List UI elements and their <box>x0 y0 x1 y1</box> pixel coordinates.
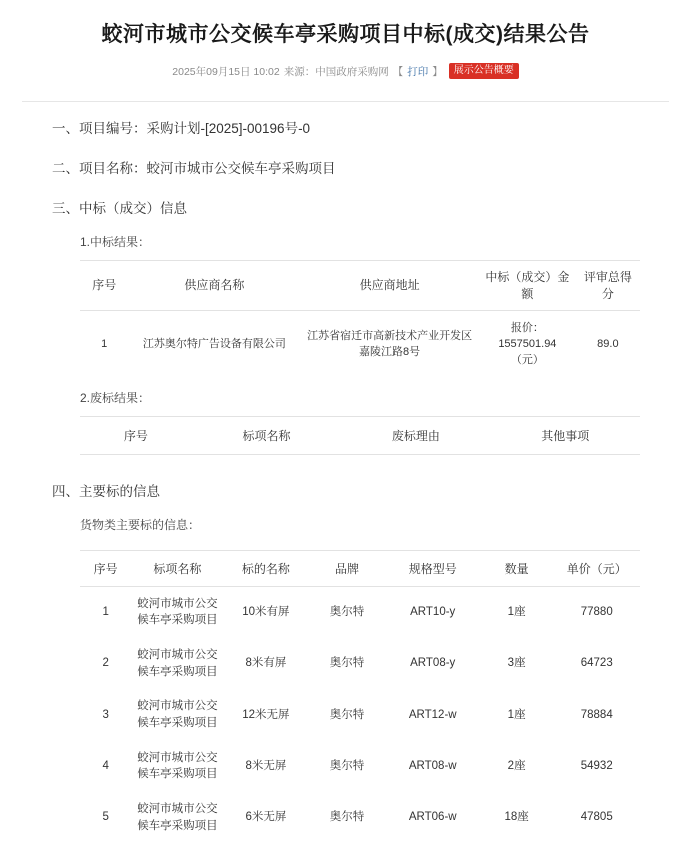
goods-cell-model: ART08-y <box>410 657 456 670</box>
table-row <box>80 689 640 740</box>
table-row <box>80 586 640 638</box>
goods-cell-brand: 奥尔特 <box>329 708 365 721</box>
goods-col-qty: 数量 <box>480 550 554 586</box>
table-row <box>80 638 640 689</box>
meta-row <box>30 63 661 79</box>
section-main-targets-wrap <box>34 481 657 844</box>
goods-cell-price: 47805 <box>580 811 613 824</box>
goods-cell-price: 64723 <box>580 657 613 670</box>
goods-col-brand: 品牌 <box>308 550 385 586</box>
goods-cell-model: ART10-y <box>410 605 456 618</box>
goods-cell-qty: 1座 <box>507 605 526 618</box>
goods-cell-seq: 5 <box>102 811 109 824</box>
goods-cell-price: 78884 <box>580 708 613 721</box>
goods-cell-model: ART06-w <box>408 811 457 824</box>
page-header <box>0 0 691 89</box>
goods-col-price: 单价（元） <box>553 550 640 586</box>
goods-cell-target: 8米无屏 <box>245 759 287 772</box>
goods-cell-brand: 奥尔特 <box>329 759 365 772</box>
goods-cell-bidname: 蛟河市城市公交候车亭采购项目 <box>137 700 218 729</box>
goods-cell-target: 6米无屏 <box>245 811 287 824</box>
page-title: 蛟河市城市公交候车亭采购项目中标(成交)结果公告 <box>101 23 590 46</box>
goods-cell-seq: 2 <box>102 657 109 670</box>
goods-cell-seq: 1 <box>102 605 109 618</box>
goods-cell-target: 12米无屏 <box>242 708 290 721</box>
goods-col-model: 规格型号 <box>386 550 480 586</box>
bid-cell-address[interactable]: 江苏省宿迁市高新技术产业开发区嘉陵江路8号 <box>307 329 473 358</box>
fail-col-reason: 废标理由 <box>341 416 490 454</box>
goods-cell-brand: 奥尔特 <box>329 657 365 670</box>
table-row <box>80 792 640 843</box>
goods-cell-seq: 4 <box>102 759 109 772</box>
bid-cell-amount: 报价：1557501.94（元） <box>498 321 557 366</box>
announcement-body <box>0 102 691 863</box>
goods-cell-bidname: 蛟河市城市公交候车亭采购项目 <box>137 802 218 832</box>
bid-col-amount: 中标（成交）金额 <box>479 261 576 310</box>
goods-cell-bidname: 蛟河市城市公交候车亭采购项目 <box>137 597 218 627</box>
subsection-bid-result: 1.中标结果： <box>80 235 151 250</box>
table-row <box>80 310 640 378</box>
goods-cell-price: 54932 <box>580 759 613 772</box>
goods-cell-brand: 奥尔特 <box>329 811 365 824</box>
subsection-goods-info: 货物类主要标的信息： <box>80 518 201 533</box>
print-bracket-right: 】 <box>432 65 443 78</box>
goods-cell-qty: 18座 <box>504 811 529 824</box>
table-header-row <box>80 550 640 586</box>
goods-cell-seq: 3 <box>102 708 109 721</box>
bid-col-score: 评审总得分 <box>576 261 640 310</box>
bid-result-table <box>80 260 640 378</box>
table-header-row <box>80 416 640 454</box>
section-project-name: 二、项目名称：蛟河市城市公交候车亭采购项目 <box>52 160 336 176</box>
fail-col-bidname: 标项名称 <box>192 416 341 454</box>
goods-cell-target: 8米有屏 <box>245 657 287 670</box>
bid-col-supplier: 供应商名称 <box>128 261 300 310</box>
table-header-row <box>80 261 640 310</box>
goods-cell-qty: 1座 <box>507 708 526 721</box>
table-row <box>80 741 640 792</box>
section-main-targets: 四、主要标的信息 <box>52 483 160 499</box>
goods-table <box>80 550 640 844</box>
goods-col-seq: 序号 <box>80 550 131 586</box>
bid-col-address: 供应商地址 <box>300 261 479 310</box>
goods-cell-model: ART08-w <box>408 759 457 772</box>
bid-cell-seq: 1 <box>101 337 108 350</box>
section-award-info: 三、中标（成交）信息 <box>52 200 187 216</box>
goods-cell-target: 10米有屏 <box>242 605 290 618</box>
print-link[interactable]: 打印 <box>407 65 429 78</box>
publish-date: 2025年09月15日 10:02 <box>172 65 280 78</box>
goods-cell-bidname: 蛟河市城市公交候车亭采购项目 <box>137 751 218 781</box>
section-project-number: 一、项目编号：采购计划-[2025]-00196号-0 <box>52 121 311 137</box>
goods-col-bidname: 标项名称 <box>131 550 223 586</box>
goods-cell-brand: 奥尔特 <box>329 605 365 618</box>
bid-cell-supplier[interactable]: 江苏奥尔特广告设备有限公司 <box>142 337 286 350</box>
goods-cell-price: 77880 <box>580 605 613 618</box>
bid-col-seq: 序号 <box>80 261 128 310</box>
goods-cell-qty: 3座 <box>507 657 526 670</box>
goods-cell-qty: 2座 <box>507 759 526 772</box>
summary-badge[interactable]: 展示公告概要 <box>449 63 519 79</box>
source-label: 来源：中国政府采购网 <box>283 65 389 78</box>
fail-col-other: 其他事项 <box>491 416 640 454</box>
goods-col-target: 标的名称 <box>224 550 309 586</box>
goods-cell-model: ART12-w <box>408 708 457 721</box>
subsection-fail-result: 2.废标结果： <box>80 390 151 405</box>
fail-result-table <box>80 416 640 455</box>
goods-cell-bidname: 蛟河市城市公交候车亭采购项目 <box>137 648 218 678</box>
print-bracket-left: 【 <box>392 65 404 78</box>
fail-col-seq: 序号 <box>80 416 192 454</box>
bid-cell-score: 89.0 <box>597 337 619 350</box>
